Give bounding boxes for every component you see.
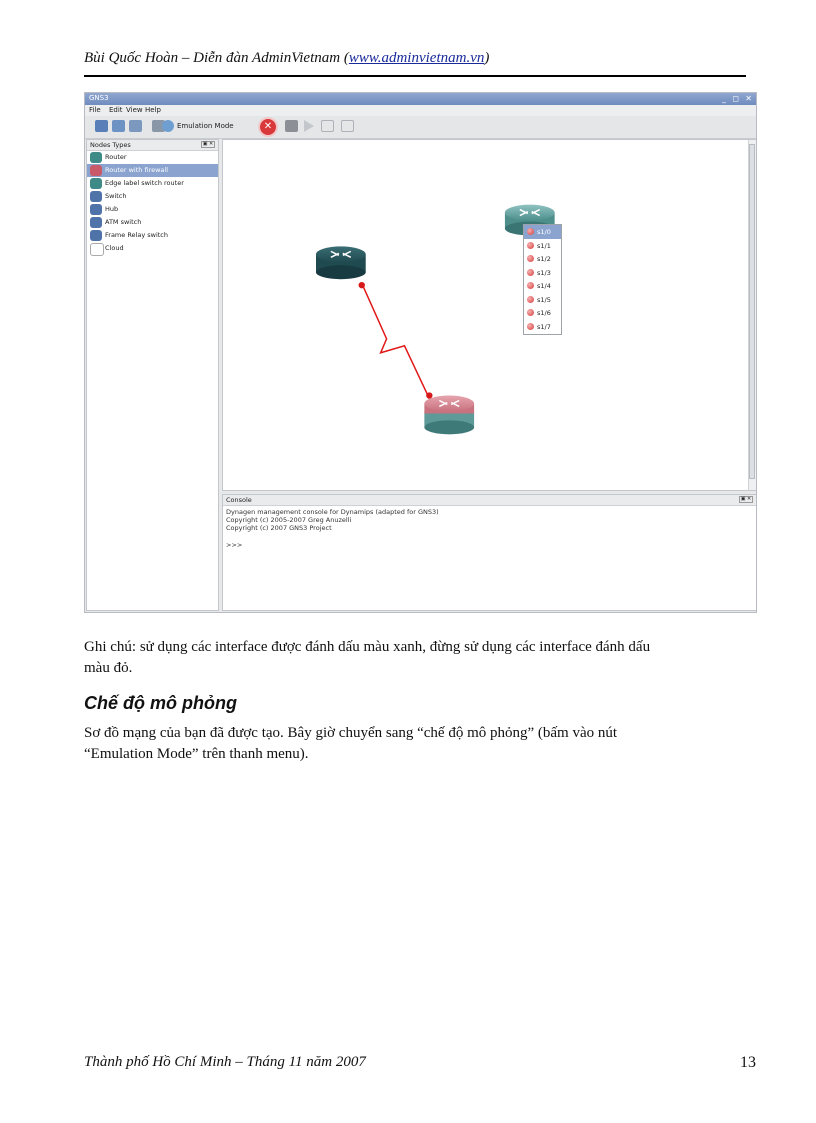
console-line: Dynagen management console for Dynamips (adapted for GNS3) (226, 508, 439, 516)
interface-status-icon (527, 269, 534, 276)
header-link[interactable]: www.adminvietnam.vn (348, 50, 485, 66)
topology-drawing (223, 140, 756, 490)
node-type-icon (90, 191, 102, 202)
node-type-item[interactable] (87, 177, 218, 190)
menu-view[interactable]: View (126, 106, 143, 114)
node-type-label: Frame Relay switch (105, 231, 168, 239)
page-header (84, 50, 489, 67)
interface-label: s1/1 (537, 241, 551, 250)
nodes-panel-header (87, 140, 218, 151)
interface-label: s1/3 (537, 268, 551, 277)
save-as-icon[interactable] (129, 120, 142, 132)
interface-status-icon (527, 309, 534, 316)
canvas-vertical-scrollbar[interactable] (748, 140, 756, 490)
gns3-screenshot (84, 92, 757, 613)
interface-status-icon (527, 282, 534, 289)
interface-label: s1/4 (537, 282, 551, 290)
console-panel (222, 494, 757, 611)
node-type-label: Router with firewall (105, 166, 168, 174)
interface-menu-item[interactable] (524, 279, 561, 293)
interface-status-icon (527, 255, 534, 262)
node-type-label: ATM switch (105, 218, 142, 226)
link-endpoint-b (426, 392, 432, 398)
node-type-icon (90, 204, 102, 215)
panel-controls[interactable]: ▣ ✕ (202, 141, 214, 147)
node-type-item[interactable] (87, 229, 218, 242)
router-r1[interactable] (316, 246, 366, 279)
node-type-label: Cloud (105, 244, 124, 252)
section-paragraph-line-1: Sơ đồ mạng của bạn đã được tạo. Bây giờ chuyển sang “chế độ mô phỏng” (bấm vào nút (84, 725, 618, 741)
node-type-item[interactable] (87, 151, 218, 164)
node-type-item[interactable] (87, 216, 218, 229)
header-close: ) (484, 50, 490, 66)
node-type-item[interactable] (87, 203, 218, 216)
interface-label: s1/5 (537, 295, 551, 304)
menu-edit[interactable]: Edit (109, 106, 123, 114)
node-type-item[interactable] (87, 164, 218, 177)
stop-all-button[interactable]: ✕ (260, 119, 276, 135)
stop-icon[interactable] (341, 120, 354, 132)
node-type-item[interactable] (87, 242, 218, 255)
interface-label: s1/7 (537, 322, 551, 331)
screenshot-icon[interactable] (285, 120, 298, 132)
node-type-label: Switch (105, 192, 127, 200)
nodes-panel-title: Nodes Types (90, 141, 131, 149)
maximize-button[interactable]: ◻ (732, 94, 739, 103)
console-panel-header (223, 495, 756, 506)
interface-context-menu (523, 224, 562, 335)
minimize-button[interactable]: _ (722, 94, 726, 103)
interface-status-icon (527, 228, 534, 235)
emulation-mode-icon[interactable] (162, 120, 174, 132)
interface-menu-item[interactable] (524, 225, 561, 239)
save-icon[interactable] (112, 120, 125, 132)
interface-status-icon (527, 296, 534, 303)
interface-menu-item[interactable] (524, 320, 561, 334)
emulation-mode-button[interactable]: Emulation Mode (177, 122, 234, 130)
node-type-icon (90, 178, 102, 189)
console-line: Copyright (c) 2005-2007 Greg Anuzelli (226, 516, 352, 524)
menubar (85, 105, 756, 116)
link-endpoint-a (359, 282, 365, 288)
start-icon[interactable] (304, 120, 314, 132)
note-line-1: Ghi chú: sử dụng các interface được đánh dấu màu xanh, đừng sử dụng các interface đánh dấu (84, 639, 651, 655)
menu-file[interactable]: File (89, 106, 101, 114)
page-number: 13 (740, 1054, 756, 1071)
interface-menu-item[interactable] (524, 266, 561, 280)
node-type-label: Hub (105, 205, 119, 213)
close-button[interactable]: ✕ (745, 94, 752, 103)
interface-menu-item[interactable] (524, 252, 561, 266)
console-title: Console (226, 496, 252, 504)
node-type-label: Edge label switch router (105, 179, 184, 187)
section-title: Chế độ mô phỏng (84, 693, 237, 713)
interface-menu-item[interactable] (524, 239, 561, 253)
node-type-item[interactable] (87, 190, 218, 203)
window-titlebar (85, 93, 756, 105)
interface-status-icon (527, 323, 534, 330)
node-type-icon (90, 217, 102, 228)
toolbar (85, 116, 756, 139)
serial-link[interactable] (359, 282, 433, 399)
header-rule (84, 75, 746, 77)
nodes-types-panel (86, 139, 219, 611)
pause-icon[interactable] (321, 120, 334, 132)
open-icon[interactable] (95, 120, 108, 132)
note-line-2: màu đỏ. (84, 660, 133, 676)
node-type-icon (90, 165, 102, 176)
header-author: Bùi Quốc Hoàn – Diễn đàn AdminVietnam ( (84, 50, 349, 66)
node-type-icon (90, 243, 104, 256)
interface-label: s1/6 (537, 309, 551, 317)
interface-label: s1/0 (537, 228, 551, 236)
scrollbar-thumb[interactable] (749, 144, 755, 479)
console-prompt[interactable]: >>> (226, 541, 243, 549)
menu-help[interactable]: Help (145, 106, 161, 114)
topology-canvas[interactable] (222, 139, 757, 491)
node-type-label: Router (105, 153, 127, 161)
interface-menu-item[interactable] (524, 306, 561, 320)
console-line: Copyright (c) 2007 GNS3 Project (226, 524, 332, 532)
section-paragraph-line-2: “Emulation Mode” trên thanh menu). (84, 746, 309, 762)
interface-status-icon (527, 242, 534, 249)
router-firewall[interactable] (424, 396, 474, 435)
node-type-icon (90, 152, 102, 163)
node-type-list (87, 151, 218, 255)
node-type-icon (90, 230, 102, 241)
page-footer: Thành phố Hồ Chí Minh – Tháng 11 năm 2007 (84, 1054, 366, 1070)
console-panel-controls[interactable]: ▣ ✕ (740, 496, 752, 502)
window-title: GNS3 (89, 94, 109, 102)
interface-label: s1/2 (537, 255, 551, 263)
interface-menu-item[interactable] (524, 293, 561, 307)
